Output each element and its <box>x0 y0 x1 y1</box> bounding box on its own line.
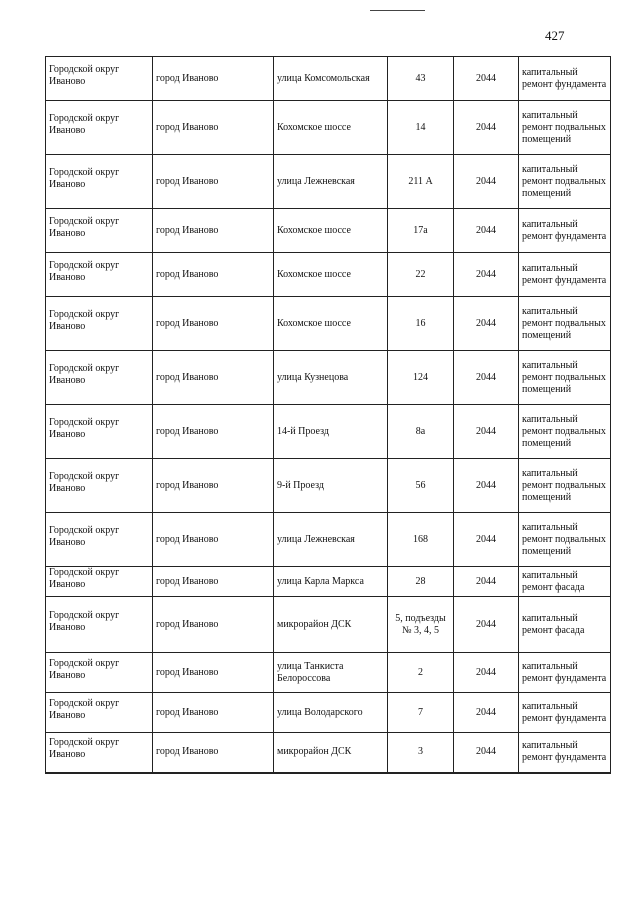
year-cell: 2044 <box>454 297 519 351</box>
year-cell: 2044 <box>454 653 519 693</box>
street-cell: Кохомское шоссе <box>274 253 388 297</box>
year-cell: 2044 <box>454 597 519 653</box>
work-type-cell: капитальный ремонт фундамента <box>519 733 611 773</box>
year-cell: 2044 <box>454 459 519 513</box>
table-row <box>46 57 611 101</box>
city-cell: город Иваново <box>153 253 274 297</box>
district-cell <box>46 459 153 513</box>
work-type-cell: капитальный ремонт подвальных помещений <box>519 459 611 513</box>
table-row <box>46 101 611 155</box>
house-number-cell: 8а <box>388 405 454 459</box>
year-cell: 2044 <box>454 101 519 155</box>
house-number-cell: 2 <box>388 653 454 693</box>
city-cell: город Иваново <box>153 567 274 597</box>
street-cell: Кохомское шоссе <box>274 101 388 155</box>
table-row <box>46 597 611 653</box>
table-body <box>46 57 611 773</box>
district-cell <box>46 155 153 209</box>
city-cell: город Иваново <box>153 155 274 209</box>
street-cell: улица Лежневская <box>274 513 388 567</box>
district-label: Городской округ Иваново <box>49 112 120 136</box>
work-type-cell: капитальный ремонт фасада <box>519 597 611 653</box>
district-label: Городской округ Иваново <box>49 416 120 440</box>
district-cell <box>46 693 153 733</box>
work-type-cell: капитальный ремонт подвальных помещений <box>519 405 611 459</box>
top-divider <box>370 10 425 11</box>
year-cell: 2044 <box>454 253 519 297</box>
year-cell: 2044 <box>454 351 519 405</box>
district-cell <box>46 297 153 351</box>
year-cell: 2044 <box>454 693 519 733</box>
year-cell: 2044 <box>454 513 519 567</box>
district-label: Городской округ Иваново <box>49 215 120 239</box>
district-label: Городской округ Иваново <box>49 697 120 721</box>
house-number-cell: 22 <box>388 253 454 297</box>
district-cell <box>46 653 153 693</box>
street-cell: 14-й Проезд <box>274 405 388 459</box>
house-number-cell: 168 <box>388 513 454 567</box>
house-number-cell: 43 <box>388 57 454 101</box>
city-cell: город Иваново <box>153 57 274 101</box>
city-cell: город Иваново <box>153 101 274 155</box>
house-number-cell: 28 <box>388 567 454 597</box>
street-cell: улица Лежневская <box>274 155 388 209</box>
street-cell: улица Комсомольская <box>274 57 388 101</box>
district-label: Городской округ Иваново <box>49 63 120 87</box>
district-label: Городской округ Иваново <box>49 524 120 548</box>
work-type-cell: капитальный ремонт фундамента <box>519 693 611 733</box>
work-type-cell: капитальный ремонт подвальных помещений <box>519 155 611 209</box>
work-type-cell: капитальный ремонт подвальных помещений <box>519 351 611 405</box>
district-cell <box>46 253 153 297</box>
district-label: Городской округ Иваново <box>49 308 120 332</box>
district-label: Городской округ Иваново <box>49 166 120 190</box>
district-cell <box>46 351 153 405</box>
house-number-cell: 56 <box>388 459 454 513</box>
district-cell <box>46 597 153 653</box>
house-number-cell: 7 <box>388 693 454 733</box>
table-row <box>46 209 611 253</box>
house-number-cell: 17а <box>388 209 454 253</box>
district-label: Городской округ Иваново <box>49 609 120 633</box>
district-cell <box>46 733 153 773</box>
table-row <box>46 405 611 459</box>
table-row <box>46 733 611 773</box>
year-cell: 2044 <box>454 733 519 773</box>
table-row <box>46 351 611 405</box>
city-cell: город Иваново <box>153 459 274 513</box>
district-cell <box>46 567 153 597</box>
year-cell: 2044 <box>454 209 519 253</box>
street-cell: микрорайон ДСК <box>274 733 388 773</box>
street-cell: улица Володарского <box>274 693 388 733</box>
table-row <box>46 155 611 209</box>
house-number-cell: 14 <box>388 101 454 155</box>
city-cell: город Иваново <box>153 351 274 405</box>
table-row <box>46 693 611 733</box>
street-cell: 9-й Проезд <box>274 459 388 513</box>
work-type-cell: капитальный ремонт фундамента <box>519 653 611 693</box>
street-cell: улица Карла Маркса <box>274 567 388 597</box>
table-row <box>46 459 611 513</box>
work-type-cell: капитальный ремонт фундамента <box>519 253 611 297</box>
street-cell: улица Танкиста Белороссова <box>274 653 388 693</box>
year-cell: 2044 <box>454 57 519 101</box>
district-label: Городской округ Иваново <box>49 657 120 681</box>
street-cell: улица Кузнецова <box>274 351 388 405</box>
city-cell: город Иваново <box>153 209 274 253</box>
repair-schedule-table <box>45 56 611 774</box>
street-cell: Кохомское шоссе <box>274 209 388 253</box>
work-type-cell: капитальный ремонт подвальных помещений <box>519 101 611 155</box>
district-cell <box>46 513 153 567</box>
district-cell <box>46 405 153 459</box>
district-label: Городской округ Иваново <box>49 470 120 494</box>
city-cell: город Иваново <box>153 653 274 693</box>
city-cell: город Иваново <box>153 597 274 653</box>
house-number-cell: 3 <box>388 733 454 773</box>
house-number-cell: 16 <box>388 297 454 351</box>
work-type-cell: капитальный ремонт фундамента <box>519 209 611 253</box>
street-cell: микрорайон ДСК <box>274 597 388 653</box>
work-type-cell: капитальный ремонт фундамента <box>519 57 611 101</box>
work-type-cell: капитальный ремонт подвальных помещений <box>519 297 611 351</box>
city-cell: город Иваново <box>153 693 274 733</box>
city-cell: город Иваново <box>153 733 274 773</box>
table-row <box>46 567 611 597</box>
house-number-cell: 124 <box>388 351 454 405</box>
year-cell: 2044 <box>454 567 519 597</box>
city-cell: город Иваново <box>153 405 274 459</box>
district-label: Городской округ Иваново <box>49 737 120 761</box>
district-label: Городской округ Иваново <box>49 566 120 590</box>
district-label: Городской округ Иваново <box>49 259 120 283</box>
house-number-cell: 5, подъезды № 3, 4, 5 <box>388 597 454 653</box>
district-cell <box>46 209 153 253</box>
table-row <box>46 253 611 297</box>
page-number: 427 <box>545 28 565 43</box>
table-row <box>46 513 611 567</box>
city-cell: город Иваново <box>153 297 274 351</box>
district-cell <box>46 57 153 101</box>
street-cell: Кохомское шоссе <box>274 297 388 351</box>
district-label: Городской округ Иваново <box>49 362 120 386</box>
city-cell: город Иваново <box>153 513 274 567</box>
year-cell: 2044 <box>454 405 519 459</box>
year-cell: 2044 <box>454 155 519 209</box>
table-row <box>46 653 611 693</box>
district-cell <box>46 101 153 155</box>
work-type-cell: капитальный ремонт подвальных помещений <box>519 513 611 567</box>
house-number-cell: 211 А <box>388 155 454 209</box>
table-row <box>46 297 611 351</box>
work-type-cell: капитальный ремонт фасада <box>519 567 611 597</box>
